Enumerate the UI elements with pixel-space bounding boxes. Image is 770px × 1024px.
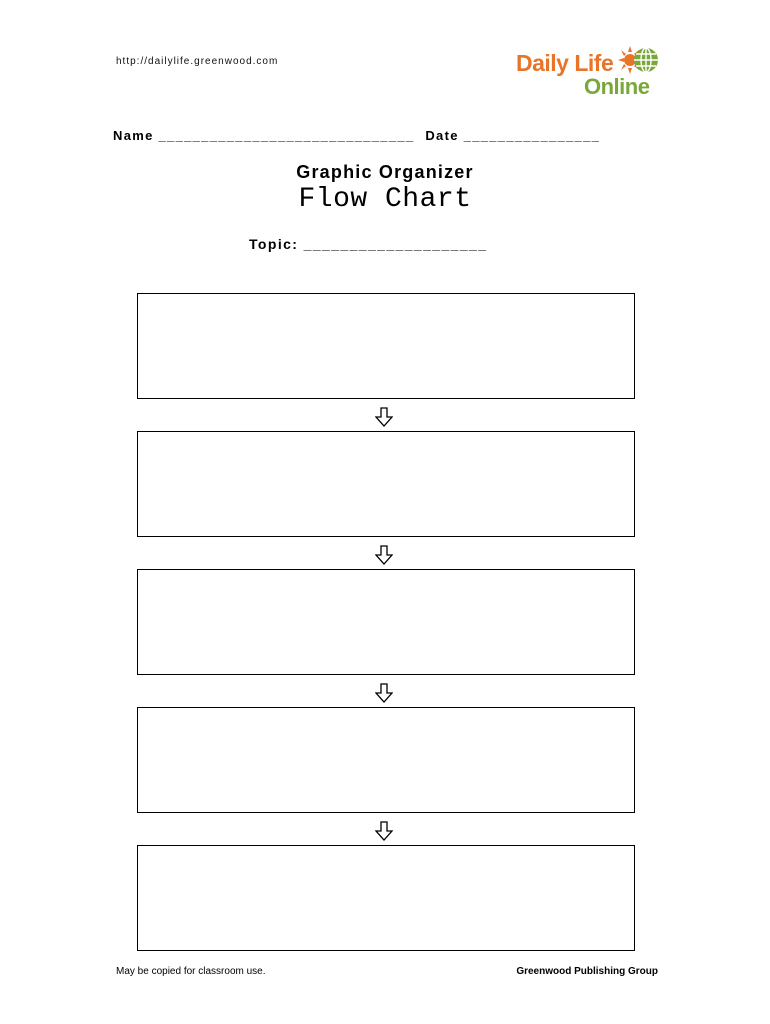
down-arrow-icon — [375, 683, 393, 703]
topic-label: Topic: — [249, 236, 299, 252]
topic-row — [249, 236, 487, 252]
copy-notice: May be copied for classroom use. — [116, 966, 266, 977]
page-subtitle: Graphic Organizer — [296, 162, 474, 182]
date-label: Date — [425, 128, 459, 143]
logo-line1: Daily Life — [516, 50, 614, 76]
page-title: Flow Chart — [298, 184, 472, 215]
down-arrow-icon — [375, 821, 393, 841]
flow-box-2[interactable] — [137, 431, 635, 537]
down-arrow-icon — [375, 545, 393, 565]
publisher-name: Greenwood Publishing Group — [516, 966, 658, 977]
source-url: http://dailylife.greenwood.com — [116, 56, 279, 67]
date-blank: ________________ — [463, 128, 601, 143]
flow-box-4[interactable] — [137, 707, 635, 813]
logo-line2: Online — [584, 74, 650, 99]
down-arrow-icon — [375, 407, 393, 427]
daily-life-online-logo — [514, 44, 664, 100]
name-blank: ______________________________ — [158, 128, 415, 143]
flow-box-3[interactable] — [137, 569, 635, 675]
flow-box-5[interactable] — [137, 845, 635, 951]
name-date-row — [113, 128, 673, 143]
flow-box-1[interactable] — [137, 293, 635, 399]
sun-globe-icon — [618, 44, 662, 80]
name-label: Name — [113, 128, 154, 143]
topic-blank: ____________________ — [303, 236, 488, 252]
